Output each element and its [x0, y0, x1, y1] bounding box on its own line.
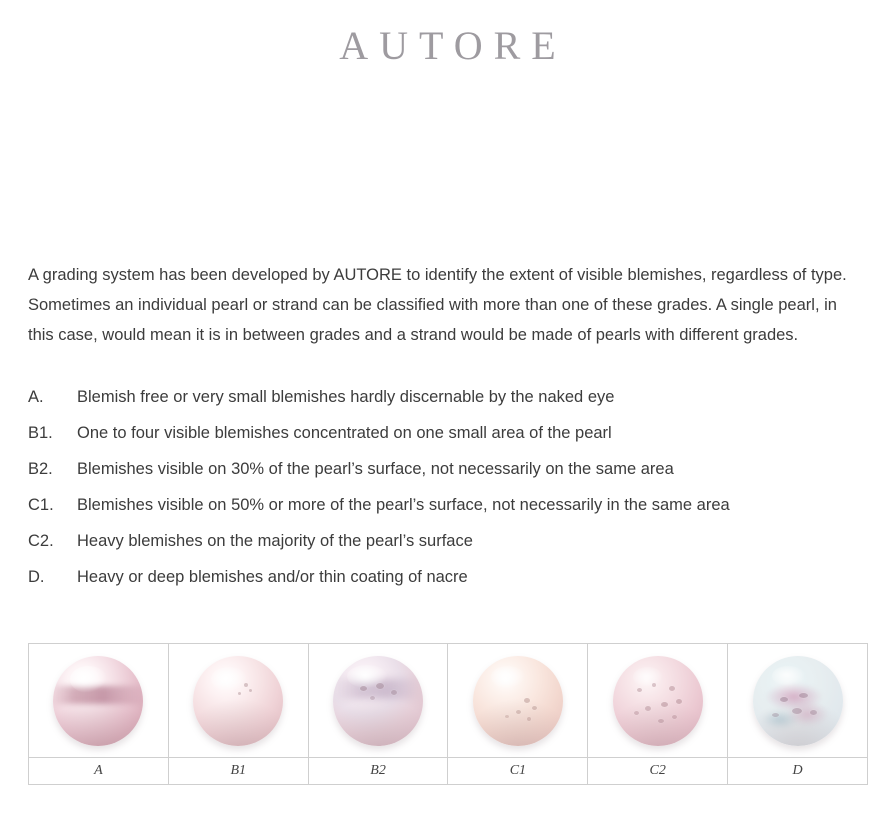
pearl-blemish	[524, 698, 530, 703]
list-item	[28, 496, 868, 532]
table-cell-grade-a	[29, 644, 169, 784]
pearl-blemish	[370, 696, 375, 700]
pearl-blemish	[376, 683, 384, 689]
pearl-blemish	[532, 706, 537, 710]
list-item	[28, 532, 868, 568]
pearl-blemish	[249, 689, 252, 692]
pearl-lustre-band	[333, 679, 423, 699]
pearl-blemish	[360, 686, 367, 691]
table-cell-grade-b2	[309, 644, 449, 784]
pearl-blemish	[527, 717, 531, 721]
pearl-blemish	[810, 710, 817, 715]
grade-description: Blemishes visible on 30% of the pearl’s surface, not necessarily on the same area	[77, 460, 674, 478]
grade-key: A.	[28, 388, 44, 406]
pearl-blemish	[637, 688, 642, 692]
pearl-image-b2	[333, 656, 423, 746]
table-cell-grade-b1	[169, 644, 309, 784]
grade-description: Heavy blemishes on the majority of the pearl’s surface	[77, 532, 473, 550]
pearl-highlight	[211, 667, 247, 690]
pearl-blemish	[661, 702, 668, 707]
pearl-blemish	[645, 706, 651, 711]
brand-header	[0, 24, 895, 68]
pearl-blemish	[669, 686, 675, 691]
pearl-lustre-band	[53, 686, 143, 704]
grade-key: C2.	[28, 532, 54, 550]
pearl-blemish	[652, 683, 656, 687]
pearl-blemish	[672, 715, 677, 719]
pearl-image-area	[309, 644, 448, 757]
table-cell-grade-c1	[448, 644, 588, 784]
list-item	[28, 424, 868, 460]
pearl-highlight	[772, 666, 804, 686]
grade-key: B2.	[28, 460, 53, 478]
list-item	[28, 460, 868, 496]
grade-description: Blemishes visible on 50% or more of the pearl’s surface, not necessarily in the same area	[77, 496, 730, 514]
pearl-image-area	[448, 644, 587, 757]
grade-list	[28, 388, 868, 604]
list-item	[28, 388, 868, 424]
pearl-blemish	[772, 713, 779, 717]
pearl-image-area	[728, 644, 867, 757]
pearl-label-d: D	[728, 757, 867, 784]
pearl-nacre-mottle	[787, 702, 828, 725]
grade-description: One to four visible blemishes concentrated on one small area of the pearl	[77, 424, 612, 442]
pearl-grade-table	[28, 643, 868, 785]
pearl-image-area	[588, 644, 727, 757]
pearl-highlight	[70, 666, 108, 693]
pearl-blemish	[676, 699, 682, 704]
grade-key: C1.	[28, 496, 54, 514]
pearl-blemish	[505, 715, 509, 718]
table-cell-grade-d	[728, 644, 867, 784]
pearl-image-area	[29, 644, 168, 757]
intro-paragraph: A grading system has been developed by AUTORE to identify the extent of visible blemishes, regardless of type. Sometimes an individual pearl or strand can be classified with more than one of these grades. A single pearl, in this case, would mean it is in between grades and a strand would be made of pearls with different grades.	[28, 265, 847, 344]
pearl-image-b1	[193, 656, 283, 746]
pearl-highlight	[633, 667, 664, 687]
grade-description: Heavy or deep blemishes and/or thin coating of nacre	[77, 568, 468, 586]
pearl-image-c2	[613, 656, 703, 746]
pearl-blemish	[244, 683, 248, 687]
pearl-image-a	[53, 656, 143, 746]
pearl-nacre-mottle	[762, 710, 798, 730]
table-cell-grade-c2	[588, 644, 728, 784]
pearl-blemish	[658, 719, 664, 723]
pearl-blemish	[799, 693, 808, 698]
pearl-blemish	[780, 697, 788, 702]
pearl-blemish	[391, 690, 397, 695]
pearl-blemish	[634, 711, 639, 715]
list-item	[28, 568, 868, 604]
grade-description: Blemish free or very small blemishes hardly discernable by the naked eye	[77, 388, 615, 406]
pearl-image-c1	[473, 656, 563, 746]
pearl-label-b1: B1	[169, 757, 308, 784]
pearl-blemish	[238, 692, 241, 695]
brand-wordmark: AUTORE	[339, 23, 567, 68]
pearl-nacre-mottle	[765, 683, 823, 712]
pearl-label-c1: C1	[448, 757, 587, 784]
pearl-image-d	[753, 656, 843, 746]
pearl-label-b2: B2	[309, 757, 448, 784]
pearl-label-c2: C2	[588, 757, 727, 784]
pearl-highlight	[347, 665, 387, 688]
grade-key: D.	[28, 568, 45, 586]
pearl-highlight	[491, 666, 525, 688]
pearl-blemish	[792, 708, 802, 714]
pearl-image-area	[169, 644, 308, 757]
grade-key: B1.	[28, 424, 53, 442]
pearl-blemish	[516, 710, 521, 714]
pearl-label-a: A	[29, 757, 168, 784]
